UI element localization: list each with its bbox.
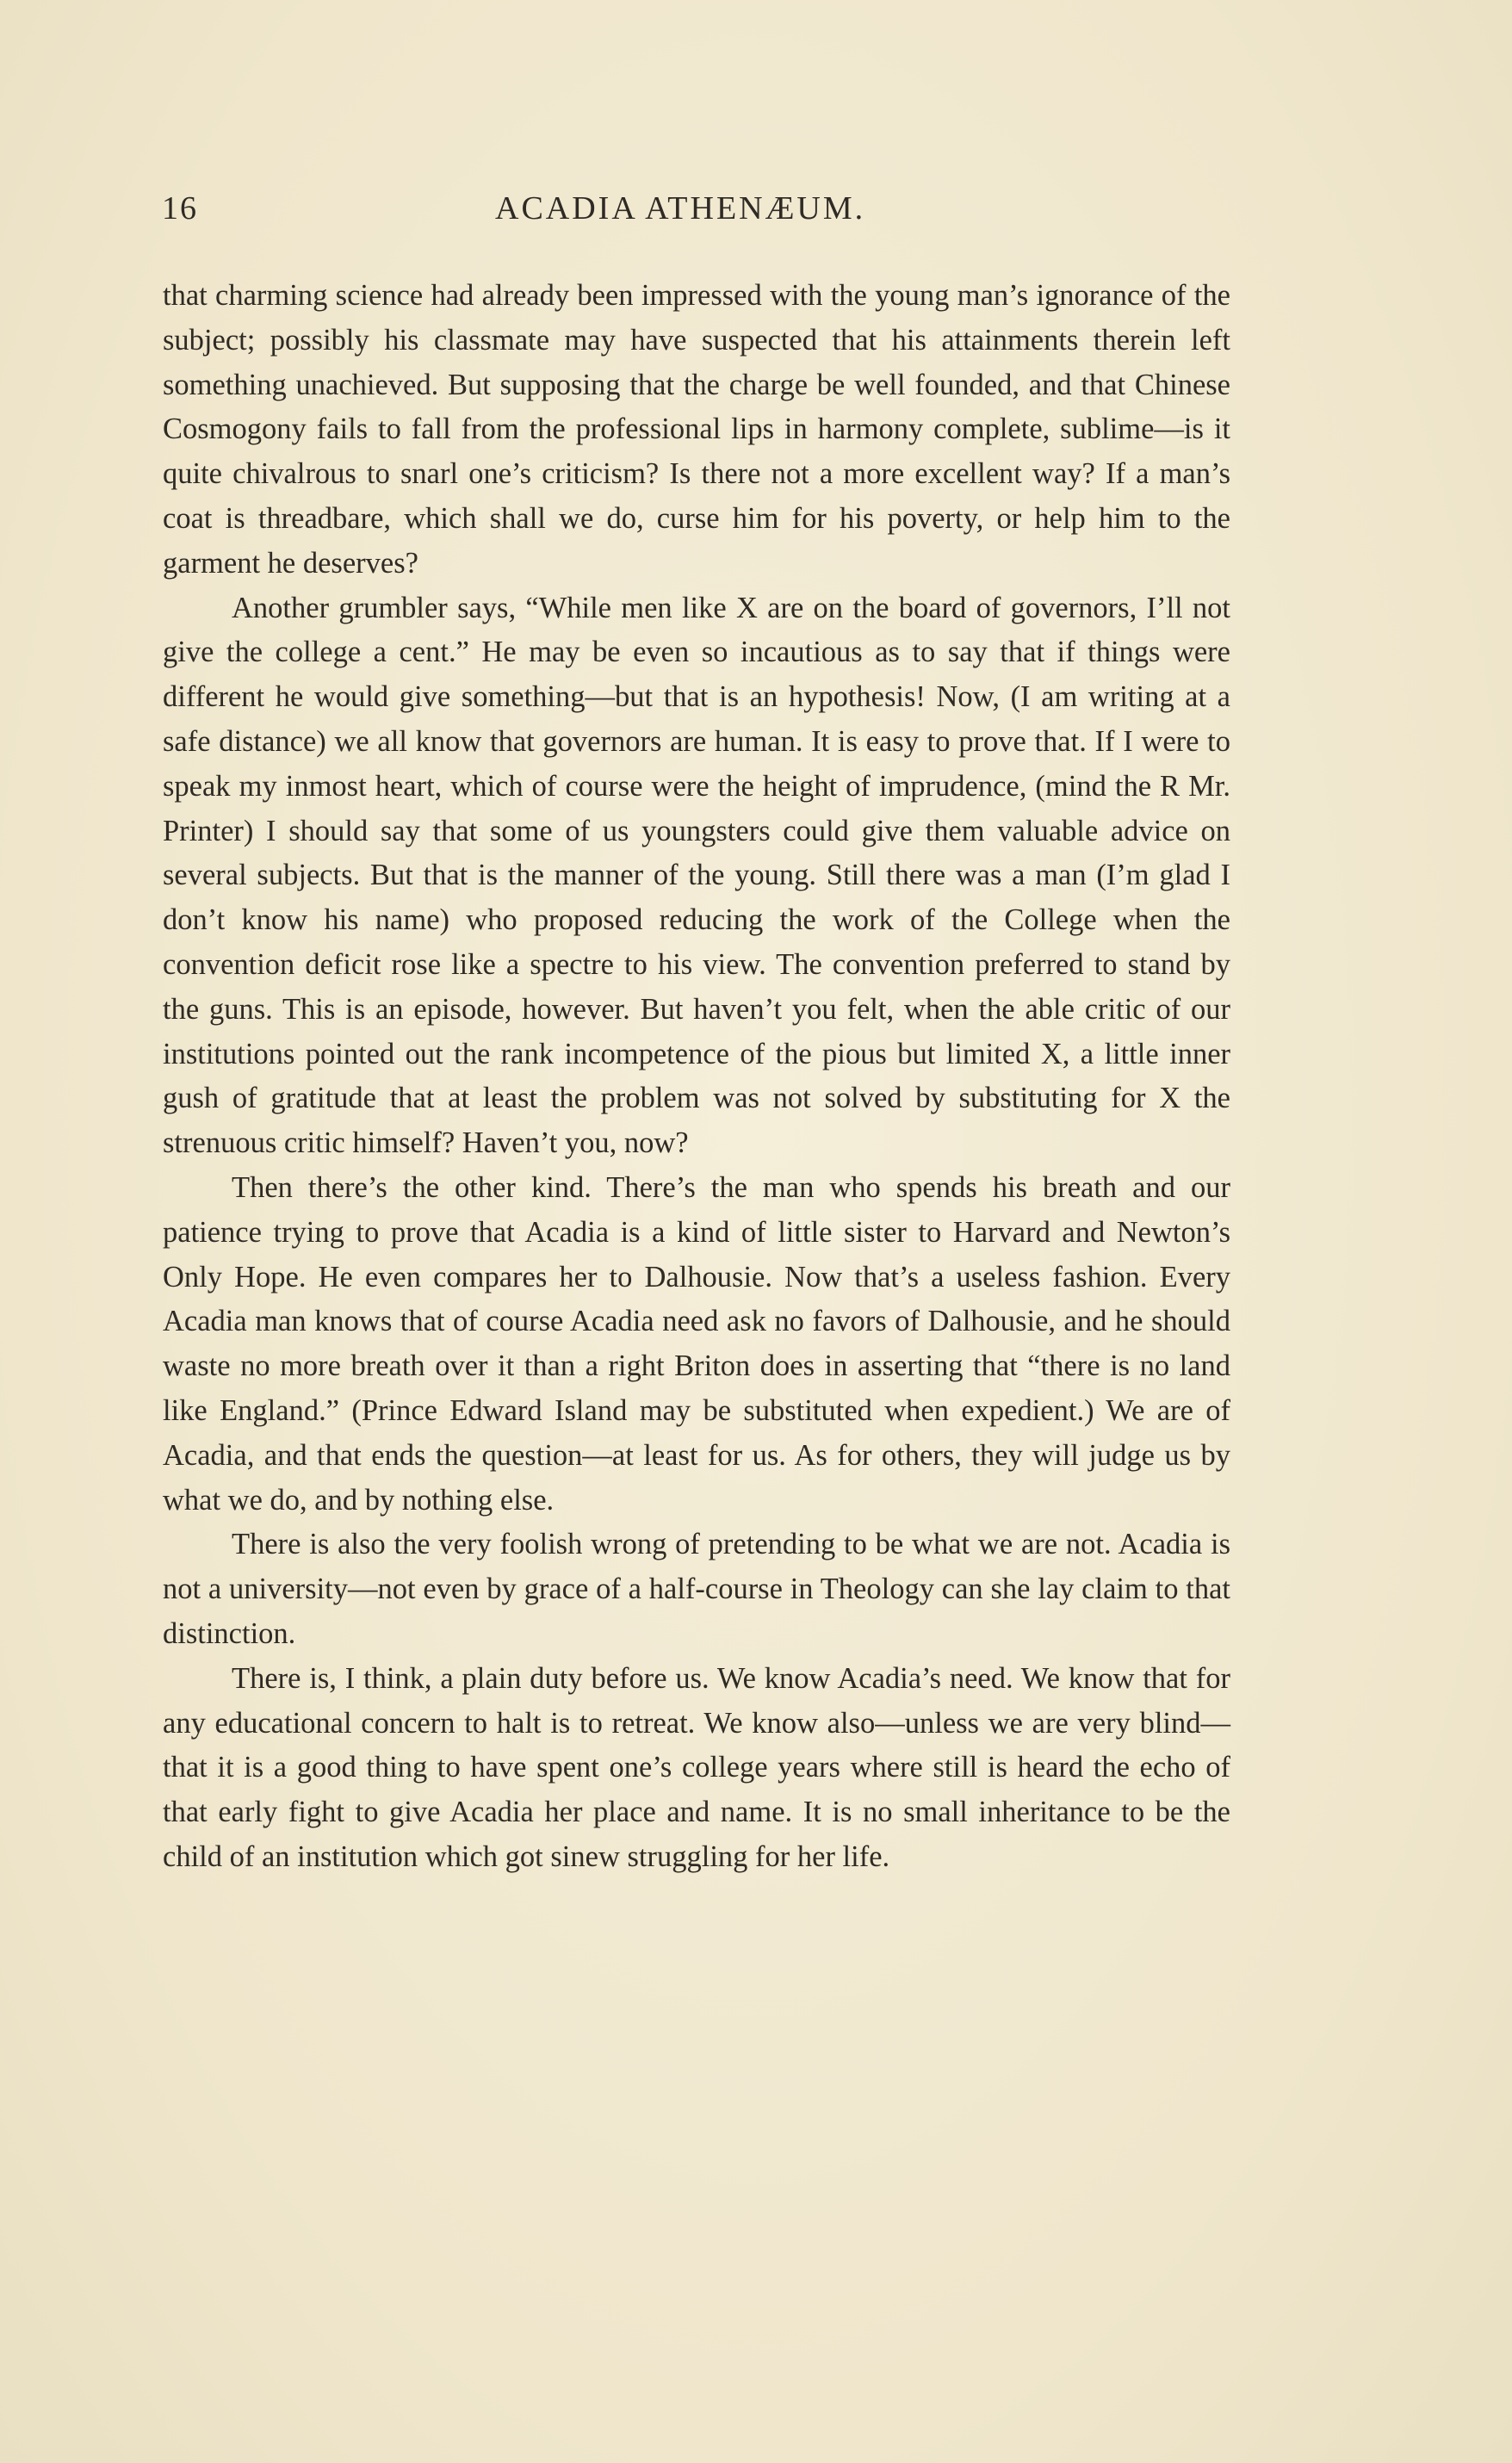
paragraph-3: Then there’s the other kind. There’s the man who spends his breath and our patience trying to prove that Acadia is a kind of little sister to Harvard and Newton’s Only Hope. He even compares her to Dalhousie. Now that’s a useless fashion. Every Acadia man knows that of course Acadia need ask no favors of Dalhousie, and he should waste no more breath over it than a right Briton does in asserting that “there is no land like England.” (Prince Edward Island may be substituted when expedient.) We are of Acadia, and that ends the question—at least for us. As for others, they will judge us by what we do, and by nothing else.	[163, 1170, 1230, 1517]
paragraph-5: There is, I think, a plain duty before us. We know Acadia’s need. We know that for any educational concern to halt is to retreat. We know also—unless we are very blind— that it is a good thing to have spent one’s college years where still is heard the echo of that early fight to give Acadia her place and name. It is no small inheritance to be the child of an institution which got sinew struggling for her life.	[163, 1661, 1230, 1873]
paragraph-4: There is also the very foolish wrong of pretending to be what we are not. Acadia is not a university—not even by grace of a half-course in Theology can she lay claim to that distinction.	[163, 1528, 1230, 1650]
journal-title: ACADIA ATHENÆUM.	[495, 190, 866, 226]
body-text	[163, 274, 1230, 1880]
paragraph-1: that charming science had already been impressed with the young man’s ignorance of the subject; possibly his classmate may have suspected that his attainments therein left something unachieved. But supposing that the charge be well founded, and that Chinese Cosmogony fails to fall from the professional lips in harmony complete, sublime—is it quite chivalrous to snarl one’s criticism? Is there not a more excellent way? If a man’s coat is threadbare, which shall we do, curse him for his poverty, or help him to the garment he deserves?	[163, 279, 1230, 580]
paragraph-2: Another grumbler says, “While men like X are on the board of governors, I’ll not give the college a cent.” He may be even so incautious as to say that if things were different he would give something—but that is an hypothesis! Now, (I am writing at a safe distance) we all know that governors are human. It is easy to prove that. If I were to speak my inmost heart, which of course were the height of imprudence, (mind the R Mr. Printer) I should say that some of us youngsters could give them valuable advice on several subjects. But that is the manner of the young. Still there was a man (I’m glad I don’t know his name) who proposed reducing the work of the College when the convention deficit rose like a spectre to his view. The convention preferred to stand by the guns. This is an episode, however. But haven’t you felt, when the able critic of our institutions pointed out the rank incompetence of the pious but limited X, a little inner gush of gratitude that at least the problem was not solved by substituting for X the strenuous critic himself? Haven’t you, now?	[163, 591, 1230, 1160]
running-head	[162, 189, 1230, 241]
page-number: 16	[162, 190, 198, 226]
